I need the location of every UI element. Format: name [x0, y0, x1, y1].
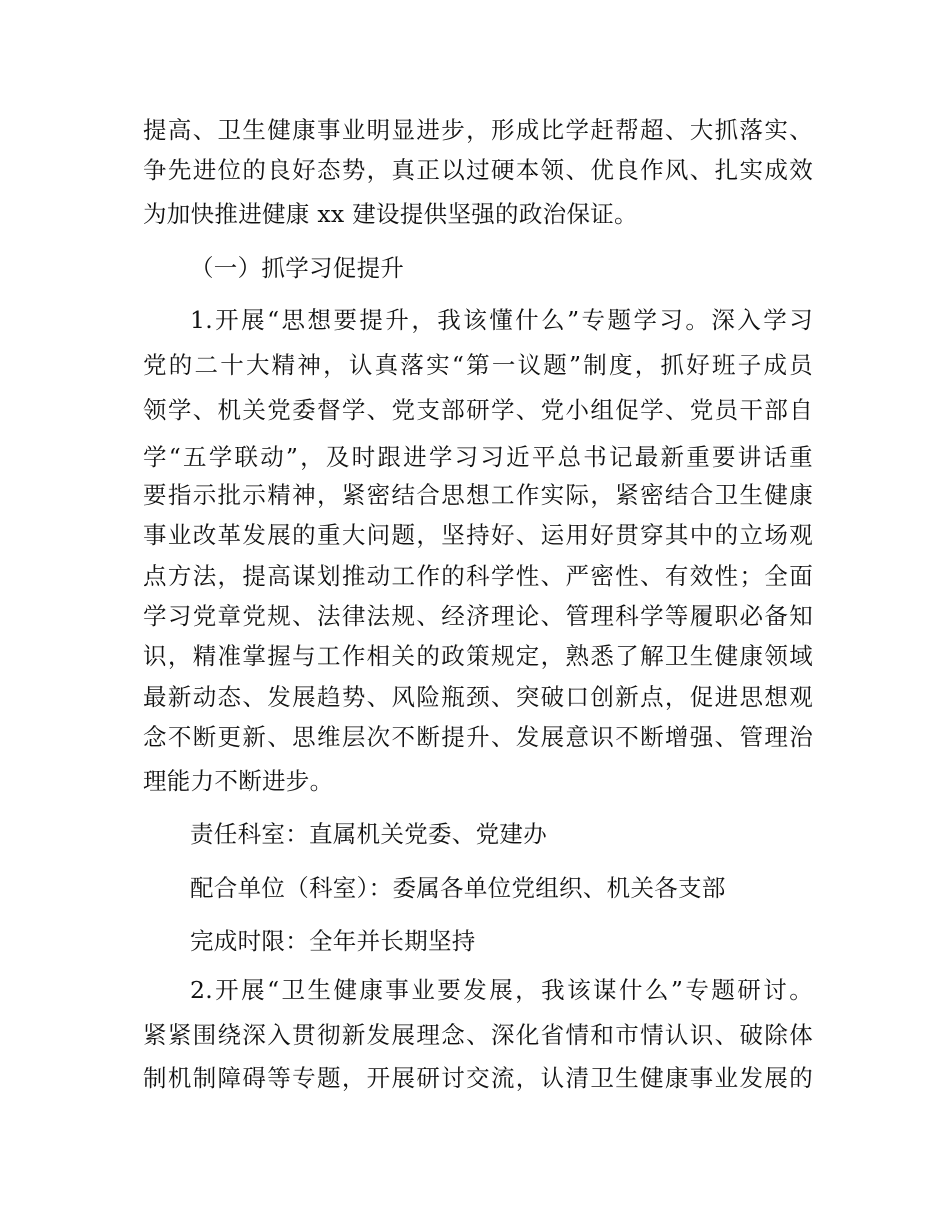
paragraph-line: 为加快推进健康 xx 建设提供坚强的政治保证。	[143, 200, 638, 228]
paragraph-line: 识，精准掌握与工作相关的政策规定，熟悉了解卫生健康领域	[143, 642, 813, 670]
paragraph-line: 2.开展“卫生健康事业要发展，我该谋什么”专题研讨。	[190, 976, 813, 1004]
paragraph-line: 事业改革发展的重大问题，坚持好、运用好贯穿其中的立场观	[143, 521, 813, 549]
paragraph-line: 紧紧围绕深入贯彻新发展理念、深化省情和市情认识、破除体	[143, 1021, 813, 1049]
paragraph-line: 党的二十大精神，认真落实“第一议题”制度，抓好班子成员	[143, 351, 813, 379]
paragraph-line: 学习党章党规、法律法规、经济理论、管理科学等履职必备知	[143, 602, 813, 630]
cooperating-units: 配合单位（科室）：委属各单位党组织、机关各支部	[190, 874, 726, 902]
paragraph-line: 理能力不断进步。	[143, 767, 334, 795]
paragraph-line: 争先进位的良好态势，真正以过硬本领、优良作风、扎实成效	[143, 156, 813, 184]
paragraph-line: 领学、机关党委督学、党支部研学、党小组促学、党员干部自	[143, 396, 813, 424]
deadline: 完成时限：全年并长期坚持	[190, 927, 476, 955]
paragraph-line: 点方法，提高谋划推动工作的科学性、严密性、有效性；全面	[143, 562, 813, 590]
paragraph-line: 学“五学联动”，及时跟进学习习近平总书记最新重要讲话重	[143, 443, 813, 471]
paragraph-line: 要指示批示精神，紧密结合思想工作实际，紧密结合卫生健康	[143, 481, 813, 509]
responsible-office: 责任科室：直属机关党委、党建办	[190, 820, 547, 848]
section-heading: （一）抓学习促提升	[190, 254, 405, 282]
paragraph-line: 提高、卫生健康事业明显进步，形成比学赶帮超、大抓落实、	[143, 116, 813, 144]
paragraph-line: 1.开展“思想要提升，我该懂什么”专题学习。深入学习	[190, 306, 813, 334]
paragraph-line: 最新动态、发展趋势、风险瓶颈、突破口创新点，促进思想观	[143, 683, 813, 711]
paragraph-line: 念不断更新、思维层次不断提升、发展意识不断增强、管理治	[143, 723, 813, 751]
paragraph-line: 制机制障碍等专题，开展研讨交流，认清卫生健康事业发展的	[143, 1064, 813, 1092]
